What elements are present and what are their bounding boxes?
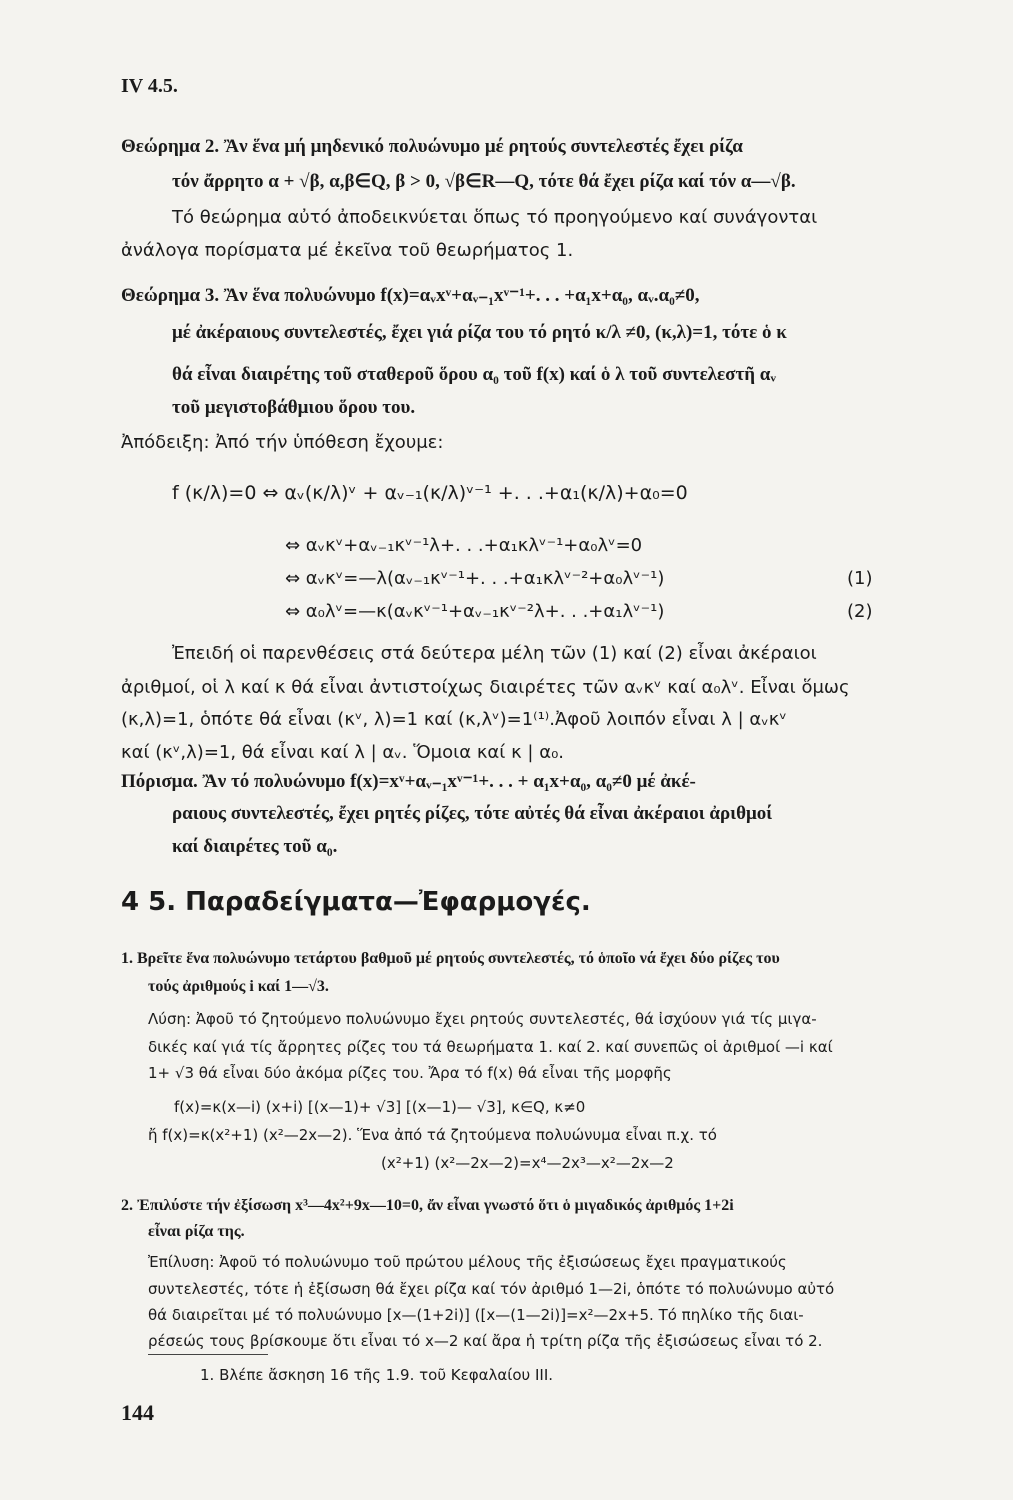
proof-para-4: καί (κᵛ,λ)=1, θά εἶναι καί λ | αᵥ. Ὅμοια καί κ | α₀.	[121, 742, 565, 763]
proof-equation-0: f (κ/λ)=0 ⇔ αᵥ(κ/λ)ᵛ + αᵥ₋₁(κ/λ)ᵛ⁻¹ +. . .+α₁(κ/λ)+α₀=0	[172, 482, 688, 504]
theorem-2-line-1: Θεώρημα 2. Ἂν ἕνα μή μηδενικό πολυώνυμο μέ ρητούς συντελεστές ἔχει ρίζα	[121, 136, 743, 157]
equation-number-2: (2)	[847, 601, 873, 622]
proof-para-1: Ἐπειδή οἱ παρενθέσεις στά δεύτερα μέλη τῶν (1) καί (2) εἶναι ἀκέραιοι	[172, 643, 817, 664]
theorem-3-line-3: θά εἶναι διαιρέτης τοῦ σταθεροῦ ὅρου α₀ τοῦ f(x) καί ὁ λ τοῦ συντελεστῆ αᵥ	[172, 364, 777, 385]
example-1-formula-1: f(x)=κ(x—i) (x+i) [(x—1)+ √3] [(x—1)— √3], κ∈Q, κ≠0	[174, 1098, 586, 1116]
example-2-solution-line-1: Ἐπίλυση: Ἀφοῦ τό πολυώνυμο τοῦ πρώτου μέλους τῆς ἐξισώσεως ἔχει πραγματικούς	[148, 1253, 787, 1271]
example-2-question-line-1: 2. Ἐπιλύστε τήν ἐξίσωση x³—4x²+9x—10=0, ἄν εἶναι γνωστό ὅτι ὁ μιγαδικός ἀριθμός 1+2i	[121, 1197, 734, 1214]
footnote-separator	[148, 1354, 268, 1355]
theorem-2-line-4: ἀνάλογα πορίσματα μέ ἐκεῖνα τοῦ θεωρήματος 1.	[121, 240, 574, 261]
corollary-line-2: ραιους συντελεστές, ἔχει ρητές ρίζες, τότε αὐτές θά εἶναι ἀκέραιοι ἀριθμοί	[172, 803, 773, 824]
example-1-solution-line-1: Λύση: Ἀφοῦ τό ζητούμενο πολυώνυμο ἔχει ρητούς συντελεστές, θά ἰσχύουν γιά τίς μιγα-	[148, 1010, 817, 1028]
proof-intro: Ἀπόδειξη: Ἀπό τήν ὑπόθεση ἔχουμε:	[121, 432, 444, 453]
corollary-line-3: καί διαιρέτες τοῦ α₀.	[172, 836, 338, 857]
example-1-question-line-1: 1. Βρεῖτε ἕνα πολυώνυμο τετάρτου βαθμοῦ μέ ρητούς συντελεστές, τό ὁποῖο νά ἔχει δύο ρίζες του	[121, 950, 780, 967]
footnote: 1. Βλέπε ἄσκηση 16 τῆς 1.9. τοῦ Κεφαλαίου III.	[200, 1366, 554, 1384]
section-heading: 4 5. Παραδείγματα—Ἐφαρμογές.	[121, 887, 591, 917]
example-1-question-line-2: τούς ἀριθμούς i καί 1—√3.	[148, 978, 329, 995]
example-2-solution-line-4: ρέσεώς τους βρίσκουμε ὅτι εἶναι τό x—2 καί ἄρα ἡ τρίτη ρίζα τῆς ἐξισώσεως εἶναι τό 2.	[148, 1332, 823, 1350]
example-2-solution-line-3: θά διαιρεῖται μέ τό πολυώνυμο [x—(1+2i)] ([x—(1—2i)]=x²—2x+5. Τό πηλίκο τῆς διαι-	[148, 1306, 804, 1324]
example-1-solution-line-3: 1+ √3 θά εἶναι δύο ἀκόμα ρίζες του. Ἄρα τό f(x) θά εἶναι τῆς μορφῆς	[148, 1064, 672, 1082]
theorem-3-line-2: μέ ἀκέραιους συντελεστές, ἔχει γιά ρίζα του τό ρητό κ/λ ≠0, (κ,λ)=1, τότε ὁ κ	[172, 322, 787, 343]
theorem-3-line-4: τοῦ μεγιστοβάθμιου ὅρου του.	[172, 397, 416, 418]
proof-para-2: ἀριθμοί, οἱ λ καί κ θά εἶναι ἀντιστοίχως διαιρέτες τῶν αᵥκᵛ καί α₀λᵛ. Εἶναι ὅμως	[121, 677, 850, 698]
example-1-formula-3: (x²+1) (x²—2x—2)=x⁴—2x³—x²—2x—2	[381, 1154, 674, 1172]
theorem-3-line-1: Θεώρημα 3. Ἂν ἕνα πολυώνυμο f(x)=αᵥxᵛ+αᵥ₋₁xᵛ⁻¹+. . . +α₁x+α₀, αᵥ.α₀≠0,	[121, 285, 700, 306]
example-1-solution-line-2: δικές καί γιά τίς ἄρρητες ρίζες του τά θεωρήματα 1. καί 2. καί συνεπῶς οἱ ἀριθμοί —i καί	[148, 1038, 833, 1056]
proof-equation-2: ⇔ αᵥκᵛ=—λ(αᵥ₋₁κᵛ⁻¹+. . .+α₁κλᵛ⁻²+α₀λᵛ⁻¹)	[285, 568, 665, 589]
proof-para-3: (κ,λ)=1, ὁπότε θά εἶναι (κᵛ, λ)=1 καί (κ,λᵛ)=1⁽¹⁾.Ἀφοῦ λοιπόν εἶναι λ | αᵥκᵛ	[121, 709, 787, 730]
page-number: 144	[121, 1400, 154, 1425]
theorem-2-line-3: Τό θεώρημα αὐτό ἀποδεικνύεται ὅπως τό προηγούμενο καί συνάγονται	[172, 207, 818, 228]
equation-number-1: (1)	[847, 568, 873, 589]
running-head: IV 4.5.	[121, 75, 178, 97]
theorem-2-line-2: τόν ἄρρητο α + √β, α,β∈Q, β > 0, √β∈R—Q, τότε θά ἔχει ρίζα καί τόν α—√β.	[172, 171, 796, 192]
corollary-line-1: Πόρισμα. Ἂν τό πολυώνυμο f(x)=xᵛ+αᵥ₋₁xᵛ⁻¹+. . . + α₁x+α₀, α₀≠0 μέ ἀκέ-	[121, 771, 696, 792]
example-2-solution-line-2: συντελεστές, τότε ἡ ἐξίσωση θά ἔχει ρίζα καί τόν ἀριθμό 1—2i, ὁπότε τό πολυώνυμο αὐτό	[148, 1280, 835, 1298]
proof-equation-3: ⇔ α₀λᵛ=—κ(αᵥκᵛ⁻¹+αᵥ₋₁κᵛ⁻²λ+. . .+α₁λᵛ⁻¹)	[285, 601, 665, 622]
proof-equation-1: ⇔ αᵥκᵛ+αᵥ₋₁κᵛ⁻¹λ+. . .+α₁κλᵛ⁻¹+α₀λᵛ=0	[285, 535, 643, 556]
example-2-question-line-2: εἶναι ρίζα της.	[148, 1223, 245, 1240]
example-1-formula-2: ἤ f(x)=κ(x²+1) (x²—2x—2). Ἕνα ἀπό τά ζητούμενα πολυώνυμα εἶναι π.χ. τό	[148, 1126, 717, 1144]
